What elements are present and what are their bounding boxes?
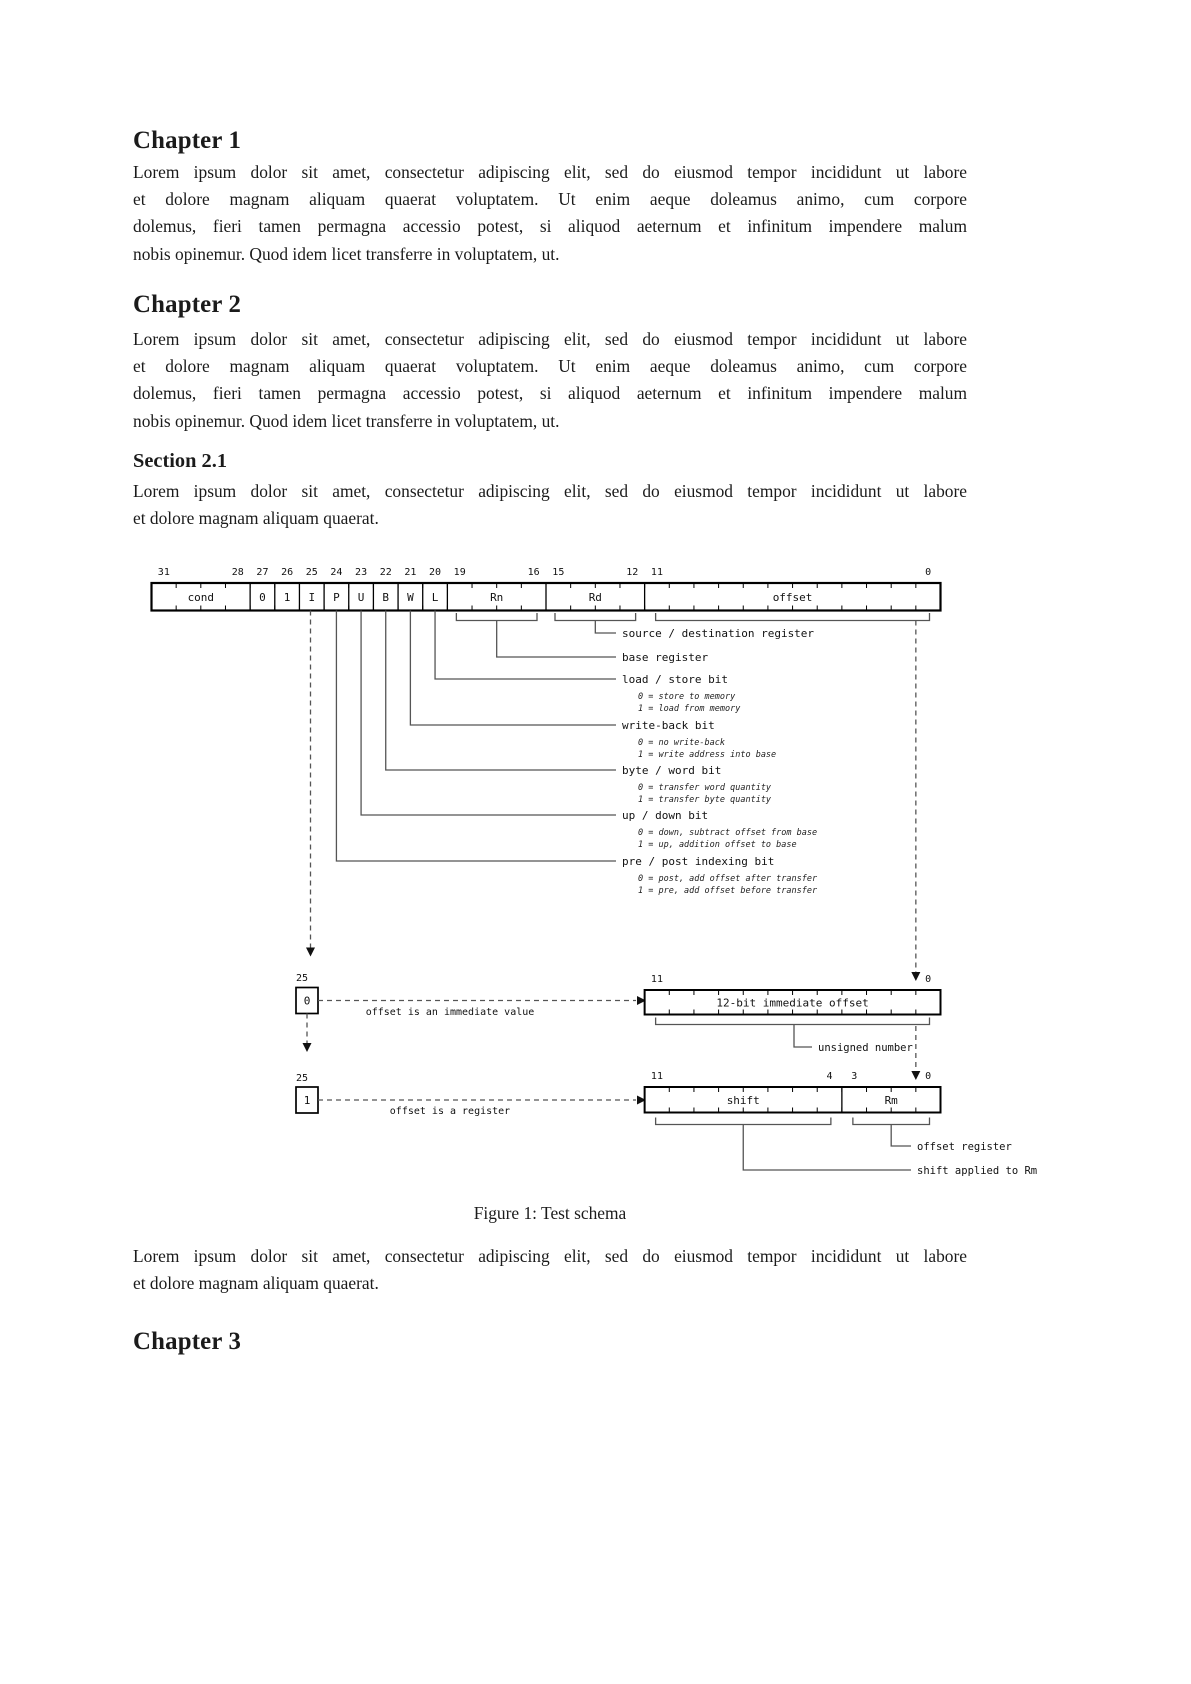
paragraph-line: et dolore magnam aliquam quaerat voluptatem. Ut enim aeque doleamus animo, cum corpore <box>133 356 967 377</box>
arrowhead-down-icon <box>911 972 920 981</box>
selector-value: 0 <box>303 994 311 1008</box>
field-bracket <box>456 613 537 621</box>
callouts <box>336 611 818 897</box>
field-label: Rm <box>884 1093 898 1107</box>
chapter-1-paragraph <box>133 159 967 268</box>
paragraph-line: nobis opinemur. Quod idem licet transferre in voluptatem, ut. <box>133 243 560 264</box>
callout-note: 1 = up, addition offset to base <box>638 840 797 850</box>
field-label: U <box>357 590 365 604</box>
field-bracket <box>656 1118 831 1125</box>
bit-number: 11 <box>650 1071 663 1082</box>
selector-value: 1 <box>303 1094 311 1107</box>
chapter-1-heading: Chapter 1 <box>133 127 242 154</box>
callout-note: 1 = load from memory <box>638 704 741 714</box>
bit-number: 0 <box>925 974 932 985</box>
callout-line <box>891 1125 911 1147</box>
bit-number: 28 <box>231 567 244 578</box>
callout-line <box>361 611 616 816</box>
bit-number: 27 <box>256 567 269 578</box>
callout-note: 0 = no write-back <box>638 738 725 748</box>
bit-number: 15 <box>552 567 565 578</box>
paragraph-line: Lorem ipsum dolor sit amet, consectetur adipiscing elit, sed do eiusmod tempor incididunt ut labore <box>133 481 967 501</box>
callout-label: up / down bit <box>622 809 709 822</box>
bit-number: 25 <box>296 973 309 984</box>
paragraph-line: et dolore magnam aliquam quaerat. <box>133 508 379 529</box>
callout-line <box>497 621 616 658</box>
callout-label: byte / word bit <box>622 764 722 777</box>
callout-line <box>410 611 616 726</box>
field-bracket <box>656 1018 930 1025</box>
chapter-2-paragraph <box>133 326 967 435</box>
field-label: W <box>407 590 414 604</box>
paragraph-line: et dolore magnam aliquam quaerat voluptatem. Ut enim aeque doleamus animo, cum corpore <box>133 189 967 210</box>
field-label: 12-bit immediate offset <box>716 996 869 1010</box>
arrowhead-down-icon <box>306 948 315 957</box>
section-2-1-paragraph <box>133 478 967 532</box>
callout-label: load / store bit <box>622 673 728 686</box>
callout-note: 0 = post, add offset after transfer <box>638 874 818 884</box>
bit-number: 11 <box>650 567 663 578</box>
paragraph-line: Lorem ipsum dolor sit amet, consectetur adipiscing elit, sed do eiusmod tempor incididunt ut labore <box>133 162 967 182</box>
callout-label: unsigned number <box>818 1042 913 1054</box>
instruction-row <box>152 567 941 611</box>
bit-number: 16 <box>527 567 540 578</box>
paragraph-line: et dolore magnam aliquam quaerat. <box>133 1273 379 1294</box>
paragraph-line: dolemus, fieri tamen permagna accessio potest, si aliquod aeternum et infinitum impendere malum <box>133 383 967 404</box>
bit-number: 11 <box>650 974 663 985</box>
bit-number: 0 <box>925 1071 932 1082</box>
bit-number: 0 <box>925 567 932 578</box>
paragraph-line: nobis opinemur. Quod idem licet transferre in voluptatem, ut. <box>133 410 560 431</box>
figure-caption: Figure 1: Test schema <box>473 1203 627 1223</box>
bit-number: 4 <box>826 1071 833 1082</box>
paragraph-line: Lorem ipsum dolor sit amet, consectetur adipiscing elit, sed do eiusmod tempor incididunt ut labore <box>133 1246 967 1266</box>
field-brackets <box>456 613 929 621</box>
bit-number: 22 <box>379 567 392 578</box>
bit-number: 19 <box>453 567 466 578</box>
bit-number: 23 <box>355 567 368 578</box>
field-bracket <box>853 1118 930 1125</box>
field-label: offset <box>772 590 813 604</box>
callout-note: 0 = transfer word quantity <box>638 783 772 793</box>
field-label: 0 <box>259 590 266 604</box>
arrowhead-down-icon <box>303 1043 312 1052</box>
callout-line <box>595 621 616 634</box>
bit-number: 25 <box>296 1073 309 1084</box>
branch-arrow-label: offset is a register <box>389 1106 511 1117</box>
field-label: Rn <box>490 590 504 604</box>
after-figure-paragraph <box>133 1243 967 1297</box>
field-label: I <box>308 590 316 604</box>
bit-number: 31 <box>157 567 170 578</box>
callout-label: source / destination register <box>622 627 815 640</box>
immediate-offset-row <box>645 974 941 1015</box>
field-label: L <box>431 590 439 604</box>
callout-note: 1 = write address into base <box>638 750 777 760</box>
field-label: 1 <box>283 590 291 604</box>
field-label: P <box>333 590 340 604</box>
bit-number: 26 <box>281 567 294 578</box>
branch-arrow-label: offset is an immediate value <box>365 1007 535 1018</box>
callout-line <box>336 611 616 862</box>
callout-note: 1 = transfer byte quantity <box>638 795 772 805</box>
bit-number: 12 <box>626 567 639 578</box>
callout-label: offset register <box>917 1141 1012 1153</box>
field-bracket <box>555 613 636 621</box>
field-label: B <box>382 590 390 604</box>
paragraph-line: Lorem ipsum dolor sit amet, consectetur adipiscing elit, sed do eiusmod tempor incididunt ut labore <box>133 329 967 349</box>
callout-line <box>743 1125 911 1171</box>
chapter-3-heading: Chapter 3 <box>133 1328 242 1355</box>
callout-line <box>794 1025 812 1048</box>
chapter-2-heading: Chapter 2 <box>133 291 242 318</box>
register-offset-row <box>645 1071 941 1113</box>
bit-number: 3 <box>851 1071 858 1082</box>
section-2-1-heading: Section 2.1 <box>133 450 228 472</box>
callout-note: 0 = store to memory <box>638 692 736 702</box>
field-label: cond <box>187 590 215 604</box>
immediate-annotations <box>656 1018 930 1055</box>
paragraph-line: dolemus, fieri tamen permagna accessio potest, si aliquod aeternum et infinitum impendere malum <box>133 216 967 237</box>
callout-line <box>386 611 616 771</box>
callout-label: shift applied to Rm <box>917 1165 1038 1177</box>
callout-note: 0 = down, subtract offset from base <box>638 828 818 838</box>
arrowhead-down-icon <box>911 1071 920 1080</box>
bit-number: 20 <box>429 567 442 578</box>
register-annotations <box>656 1118 1037 1178</box>
field-bracket <box>656 613 930 621</box>
callout-label: pre / post indexing bit <box>622 855 775 868</box>
callout-label: base register <box>622 651 709 664</box>
bit-number: 25 <box>305 567 318 578</box>
field-label: shift <box>726 1093 760 1107</box>
callout-note: 1 = pre, add offset before transfer <box>638 886 818 896</box>
bit-number: 24 <box>330 567 343 578</box>
callout-label: write-back bit <box>622 719 715 732</box>
field-label: Rd <box>588 590 602 604</box>
bit-number: 21 <box>404 567 417 578</box>
